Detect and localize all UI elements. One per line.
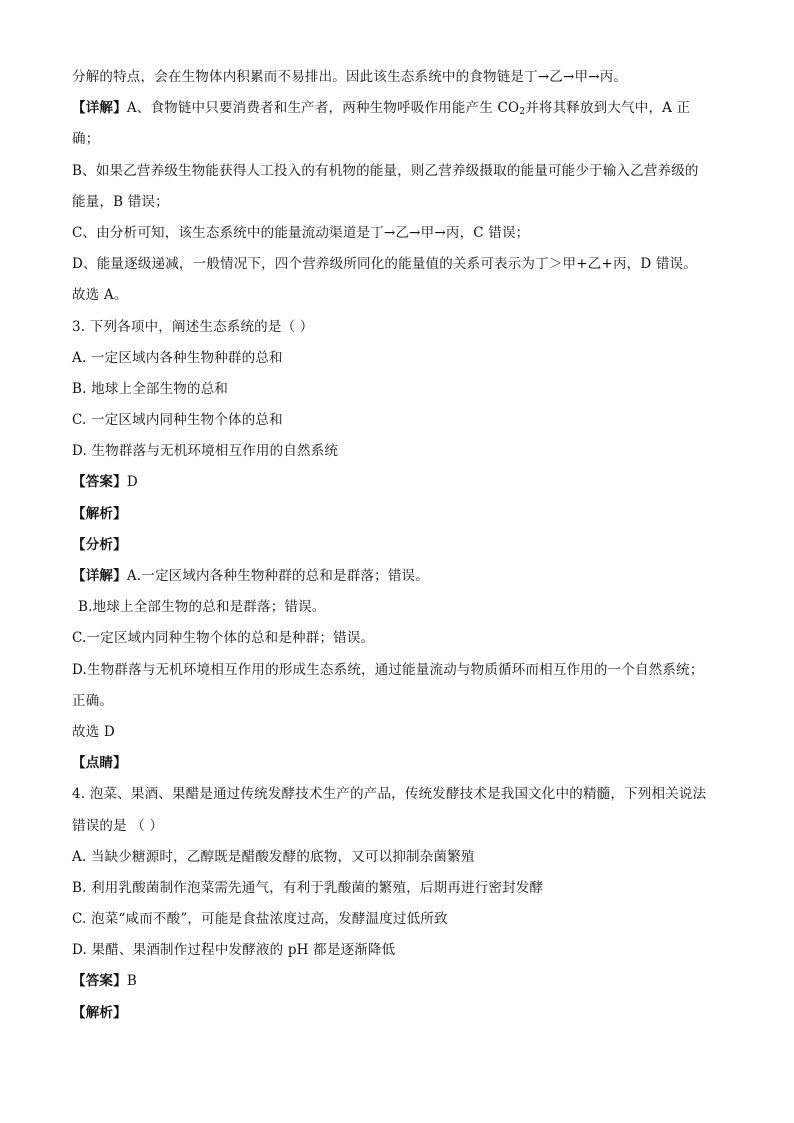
detail-line [72, 93, 732, 124]
text-line: B.地球上全部生物的总和是群落；错误。 [78, 599, 326, 616]
text-line: D、能量逐级递减，一般情况下，四个营养级所同化的能量值的关系可表示为丁＞甲+乙+丙，D 错误。 [72, 256, 697, 273]
option-b: B. 利用乳酸菌制作泡菜需先通气，有利于乳酸菌的繁殖，后期再进行密封发酵 [72, 879, 544, 896]
text-line: B、如果乙营养级生物能获得人工投入的有机物的能量，则乙营养级摄取的能量可能少于输入乙营养级的 [72, 162, 699, 179]
answer-line [72, 467, 732, 498]
answer-value: B [126, 973, 137, 990]
analysis-line [72, 499, 732, 530]
answer-tag: 【答案】 [72, 973, 127, 990]
option-c: C. 一定区域内同种生物个体的总和 [72, 412, 283, 429]
text-line: C.一定区域内同种生物个体的总和是种群；错误。 [72, 630, 375, 647]
comment-line [72, 748, 732, 779]
answer-value: D [126, 474, 138, 491]
answer-tag: 【答案】 [72, 474, 127, 491]
option-d: D. 果醋、果酒制作过程中发酵液的 pH 都是逐渐降低 [72, 942, 396, 959]
subscript: 2 [519, 107, 526, 118]
analysis-line [72, 998, 732, 1029]
option-d: D. 生物群落与无机环境相互作用的自然系统 [72, 443, 339, 460]
text-line: 故选 D [72, 723, 115, 740]
option-a: A. 当缺少糖源时，乙醇既是醋酸发酵的底物，又可以抑制杂菌繁殖 [72, 848, 475, 865]
option-c: C. 泡菜“咸而不酸”，可能是食盐浓度过高，发酵温度过低所致 [72, 911, 448, 928]
document-page [72, 62, 732, 1029]
answer-line [72, 966, 732, 997]
text-line: 故选 A。 [72, 287, 128, 304]
question-stem: 3. 下列各项中，阐述生态系统的是（ ） [72, 318, 314, 335]
option-b: B. 地球上全部生物的总和 [72, 380, 229, 397]
analysis-tag: 【解析】 [72, 505, 127, 522]
text-line: 正确。 [72, 692, 114, 709]
text-segment: A.一定区域内各种生物种群的总和是群落；错误。 [126, 568, 429, 584]
text-segment: 并将其释放到大气中，A 正 [525, 100, 691, 117]
text-line: D.生物群落与无机环境相互作用的形成生态系统，通过能量流动与物质循环而相互作用的一个自然系统； [72, 661, 704, 678]
detail-tag: 【详解】 [72, 100, 127, 117]
option-a: A. 一定区域内各种生物种群的总和 [72, 349, 283, 366]
analysis-tag: 【解析】 [72, 1004, 127, 1021]
detail-line [72, 561, 732, 592]
analyze-line [72, 530, 732, 561]
question-stem-cont: 错误的是 （ ） [72, 817, 164, 834]
text-segment: A、食物链中只要消费者和生产者，两种生物呼吸作用能产生 CO [126, 100, 520, 117]
text-line: 能量，B 错误； [72, 193, 169, 210]
text-line: 分解的特点，会在生物体内积累而不易排出。因此该生态系统中的食物链是丁→乙→甲→丙。 [72, 69, 628, 85]
analyze-tag: 【分析】 [72, 536, 127, 553]
detail-tag: 【详解】 [72, 568, 127, 584]
comment-tag: 【点睛】 [72, 755, 127, 772]
text-line: C、由分析可知，该生态系统中的能量流动渠道是丁→乙→甲→丙，C 错误； [72, 224, 530, 241]
text-line: 确； [72, 131, 100, 148]
question-stem: 4. 泡菜、果酒、果醋是通过传统发酵技术生产的产品，传统发酵技术是我国文化中的精髓，下列相关说法 [72, 786, 707, 803]
